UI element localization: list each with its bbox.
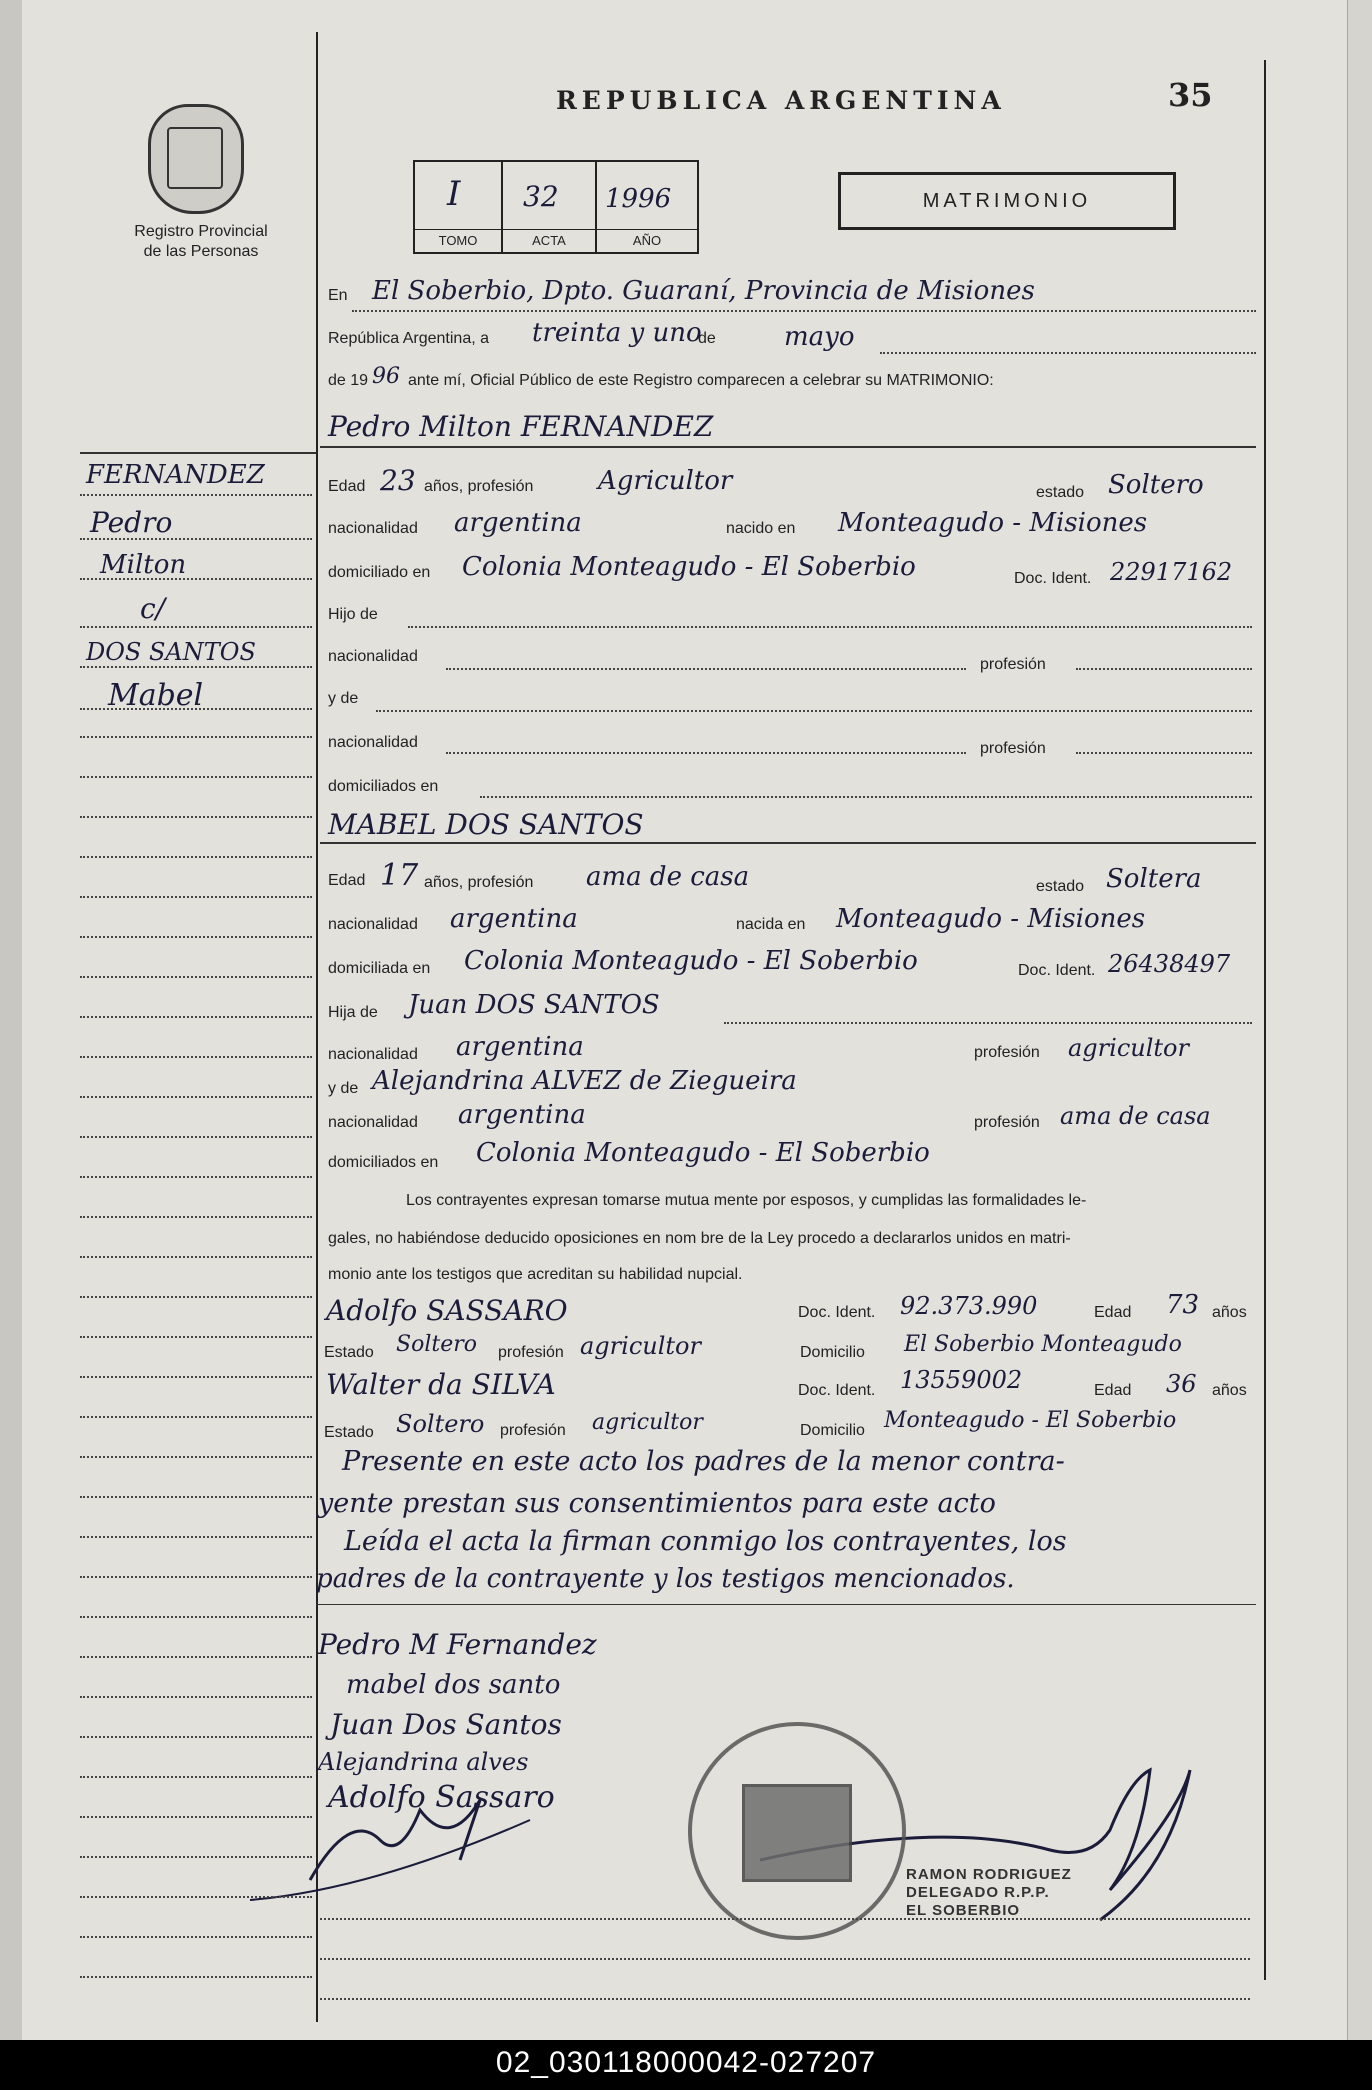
witness-2-estado-label: Estado: [324, 1424, 374, 1441]
groom-anos-label: años, profesión: [424, 478, 534, 495]
bride-nac-padre-label: nacionalidad: [328, 1046, 418, 1063]
groom-name: Pedro Milton FERNANDEZ: [328, 410, 714, 443]
signature-groom: Pedro M Fernandez: [318, 1628, 597, 1661]
note-line-4: padres de la contrayente y los testigos mencionados.: [316, 1564, 1015, 1594]
republica-label: República Argentina, a: [328, 330, 489, 347]
ano-label: AÑO: [597, 229, 697, 248]
witness-2-edad: 36: [1166, 1370, 1197, 1398]
note-line-3: Leída el acta la firman conmigo los contrayentes, los: [344, 1526, 1067, 1557]
margin-conjunction: c/: [140, 592, 166, 625]
margin-dotted-rule: [80, 1576, 312, 1578]
margin-dotted-rule: [80, 856, 312, 858]
margin-surname-bride: DOS SANTOS: [86, 638, 256, 666]
margin-dotted-rule: [80, 1296, 312, 1298]
bride-name: MABEL DOS SANTOS: [328, 808, 644, 841]
margin-dotted-rule: [80, 736, 312, 738]
margin-dotted-rule: [80, 1136, 312, 1138]
note-line-2: yente prestan sus consentimientos para este acto: [318, 1488, 996, 1519]
groom-nac3-label: nacionalidad: [328, 734, 418, 751]
margin-dotted-rule: [80, 1256, 312, 1258]
bride-yde-label: y de: [328, 1080, 359, 1097]
signature-mother: Alejandrina alves: [318, 1748, 529, 1776]
margin-dotted-rule: [80, 976, 312, 978]
witness-1-prof-label: profesión: [498, 1344, 564, 1361]
margin-dotted-rule: [80, 1376, 312, 1378]
ante-text: ante mí, Oficial Público de este Registro comparecen a celebrar su MATRIMONIO:: [408, 372, 994, 389]
bride-nacionalidad: argentina: [450, 904, 578, 934]
bride-doc: 26438497: [1108, 950, 1231, 978]
bride-nacida-en: Monteagudo - Misiones: [836, 904, 1146, 934]
witness-2-anos-label: años: [1212, 1382, 1247, 1399]
witness-2-prof-label: profesión: [500, 1422, 566, 1439]
declaration-line-2: gales, no habiéndose deducido oposiciones en nom bre de la Ley procedo a declararlos unidos en matri-: [328, 1230, 1071, 1247]
bride-nac-padre: argentina: [456, 1032, 584, 1062]
bride-edad: 17: [380, 858, 419, 893]
place-value: El Soberbio, Dpto. Guaraní, Provincia de Misiones: [372, 276, 1035, 306]
margin-dotted-rule: [80, 1736, 312, 1738]
margin-dotted-rule: [80, 1696, 312, 1698]
witness-1-estado: Soltero: [396, 1332, 477, 1357]
witness-2-profesion: agricultor: [592, 1410, 703, 1435]
witness-2-estado: Soltero: [396, 1410, 485, 1438]
margin-dotted-rule: [80, 1176, 312, 1178]
official-seal-icon: [688, 1722, 906, 1940]
groom-nac2-label: nacionalidad: [328, 648, 418, 665]
signature-bride: mabel dos santo: [346, 1670, 561, 1700]
margin-dotted-rule: [80, 1016, 312, 1018]
year-value: 96: [372, 364, 400, 389]
witness-2-doc-label: Doc. Ident.: [798, 1382, 876, 1399]
margin-dotted-rule: [80, 1056, 312, 1058]
witness-1-doc: 92.373.990: [900, 1292, 1038, 1320]
witness-1-name: Adolfo SASSARO: [326, 1294, 568, 1327]
tomo-label: TOMO: [415, 229, 501, 248]
margin-middle-groom: Milton: [100, 550, 187, 580]
witness-2-edad-label: Edad: [1094, 1382, 1132, 1399]
de-label: de: [698, 330, 716, 347]
bride-prof-padre-label: profesión: [974, 1044, 1040, 1061]
margin-dotted-rule: [80, 776, 312, 778]
bride-anos-label: años, profesión: [424, 874, 534, 891]
bride-prof-madre: ama de casa: [1060, 1102, 1211, 1130]
bride-prof-padre: agricultor: [1068, 1034, 1189, 1062]
margin-dotted-rule: [80, 1976, 312, 1978]
margin-dotted-rule: [80, 1416, 312, 1418]
groom-prof3-label: profesión: [980, 740, 1046, 757]
witness-2-doc: 13559002: [900, 1366, 1023, 1394]
day-value: treinta y uno: [532, 318, 702, 348]
bride-doms: Colonia Monteagudo - El Soberbio: [476, 1138, 930, 1168]
witness-1-profesion: agricultor: [580, 1332, 701, 1360]
margin-surname-groom: FERNANDEZ: [86, 460, 265, 490]
month-value: mayo: [784, 322, 855, 352]
bride-estado-label: estado: [1036, 878, 1085, 895]
margin-dotted-rule: [80, 896, 312, 898]
witness-2-domicilio: Monteagudo - El Soberbio: [884, 1408, 1177, 1433]
margin-dotted-rule: [80, 1616, 312, 1618]
registry-name: Registro Provincial de las Personas: [134, 223, 268, 260]
margin-name-bride: Mabel: [108, 678, 204, 713]
groom-nacido-en: Monteagudo - Misiones: [838, 508, 1148, 538]
witness-1-dom-label: Domicilio: [800, 1344, 865, 1361]
document-code: 02_030118000042-027207: [495, 2046, 877, 2079]
groom-yde-label: y de: [328, 690, 359, 707]
page-number: 35: [1168, 76, 1213, 114]
witness-2-dom-label: Domicilio: [800, 1422, 865, 1439]
note-line-1: Presente en este acto los padres de la menor contra-: [342, 1446, 1065, 1477]
bride-hija-label: Hija de: [328, 1004, 378, 1021]
bride-domicilio: Colonia Monteagudo - El Soberbio: [464, 946, 918, 976]
declaration-line-1: Los contrayentes expresan tomarse mutua mente por esposos, y cumplidas las formalidades le-: [406, 1192, 1087, 1209]
groom-edad: 23: [380, 464, 416, 497]
bride-nacida-label: nacida en: [736, 916, 806, 933]
bride-nac-madre-label: nacionalidad: [328, 1114, 418, 1131]
groom-nac-label: nacionalidad: [328, 520, 418, 537]
groom-estado: Soltero: [1108, 470, 1204, 500]
bride-father: Juan DOS SANTOS: [408, 990, 660, 1020]
year-prefix: de 19: [328, 372, 369, 389]
groom-profesion: Agricultor: [598, 466, 733, 496]
body-dotted-rule: [320, 1998, 1250, 2000]
margin-dotted-rule: [80, 1096, 312, 1098]
margin-dotted-rule: [80, 816, 312, 818]
groom-doc: 22917162: [1110, 558, 1233, 586]
bride-dom-label: domiciliada en: [328, 960, 431, 977]
witness-1-doc-label: Doc. Ident.: [798, 1304, 876, 1321]
margin-dotted-rule: [80, 1336, 312, 1338]
signature-father: Juan Dos Santos: [330, 1708, 562, 1741]
bride-nac-madre: argentina: [458, 1100, 586, 1130]
margin-name-groom: Pedro: [90, 506, 173, 539]
bride-estado: Soltera: [1106, 864, 1202, 894]
groom-prof2-label: profesión: [980, 656, 1046, 673]
groom-hijo-label: Hijo de: [328, 606, 378, 623]
groom-domicilio: Colonia Monteagudo - El Soberbio: [462, 552, 916, 582]
bride-doms-label: domiciliados en: [328, 1154, 439, 1171]
witness-1-estado-label: Estado: [324, 1344, 374, 1361]
bride-edad-label: Edad: [328, 872, 366, 889]
margin-dotted-rule: [80, 936, 312, 938]
signature-witness: Adolfo Sassaro: [328, 1780, 555, 1815]
groom-nacido-label: nacido en: [726, 520, 796, 537]
witness-1-edad-label: Edad: [1094, 1304, 1132, 1321]
groom-nacionalidad: argentina: [454, 508, 582, 538]
margin-dotted-rule: [80, 1856, 312, 1858]
acta-value: 32: [523, 180, 559, 213]
official-stamp: RAMON RODRIGUEZ DELEGADO R.P.P. EL SOBERBIO: [906, 1866, 1072, 1919]
matrimonio-box: MATRIMONIO: [838, 172, 1176, 230]
groom-doc-label: Doc. Ident.: [1014, 570, 1092, 587]
witness-1-edad: 73: [1166, 1290, 1200, 1320]
bride-profesion: ama de casa: [586, 862, 750, 892]
bride-nac-label: nacionalidad: [328, 916, 418, 933]
margin-dotted-rule: [80, 1936, 312, 1938]
ano-value: 1996: [605, 184, 672, 214]
body-dotted-rule: [320, 1958, 1250, 1960]
margin-dotted-rule: [80, 1896, 312, 1898]
tomo-value: I: [447, 174, 461, 214]
margin-dotted-rule: [80, 1656, 312, 1658]
en-label: En: [328, 287, 348, 304]
groom-doms-label: domiciliados en: [328, 778, 439, 795]
acta-label: ACTA: [503, 229, 595, 248]
margin-dotted-rule: [80, 1536, 312, 1538]
witness-2-name: Walter da SILVA: [326, 1368, 556, 1401]
margin-dotted-rule: [80, 1216, 312, 1218]
page-title: REPUBLICA ARGENTINA: [556, 86, 1006, 115]
declaration-line-3: monio ante los testigos que acreditan su habilidad nupcial.: [328, 1266, 743, 1283]
groom-edad-label: Edad: [328, 478, 366, 495]
bride-mother: Alejandrina ALVEZ de Ziegueira: [372, 1066, 797, 1096]
witness-1-domicilio: El Soberbio Monteagudo: [904, 1332, 1182, 1357]
margin-dotted-rule: [80, 1496, 312, 1498]
witness-1-anos-label: años: [1212, 1304, 1247, 1321]
margin-dotted-rule: [80, 1816, 312, 1818]
bride-prof-madre-label: profesión: [974, 1114, 1040, 1131]
margin-dotted-rule: [80, 1776, 312, 1778]
groom-dom-label: domiciliado en: [328, 564, 431, 581]
margin-dotted-rule: [80, 1456, 312, 1458]
groom-estado-label: estado: [1036, 484, 1085, 501]
bride-doc-label: Doc. Ident.: [1018, 962, 1096, 979]
body-dotted-rule: [320, 1918, 1250, 1920]
